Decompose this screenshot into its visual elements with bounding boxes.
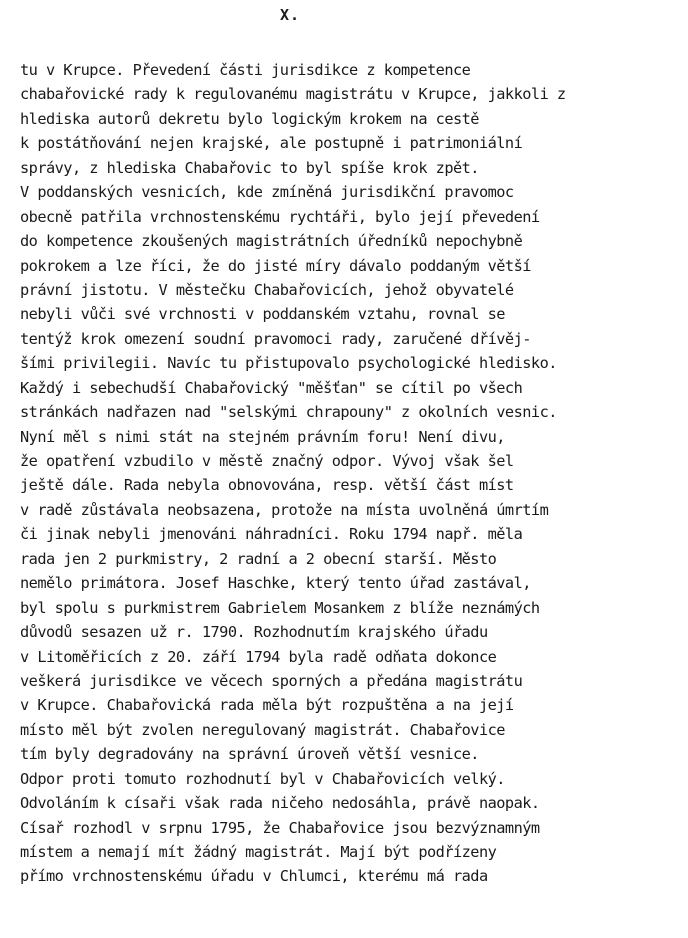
text-line: v radě zůstávala neobsazena, protože na místa uvolněná úmrtím: [20, 500, 549, 519]
text-line: místem a nemají mít žádný magistrát. Mají být podřízeny: [20, 843, 497, 861]
text-line: pokrokem a lze říci, že do jisté míry dávalo poddaným větší: [20, 256, 531, 275]
page-number: X.: [279, 6, 301, 24]
text-line: nebyli vůči své vrchnosti v poddanském vztahu, rovnal se: [20, 305, 505, 324]
text-line: Každý i sebechudší Chabařovický "měšťan" se cítil po všech: [20, 378, 523, 397]
text-line: tím byly degradovány na správní úroveň větší vesnice.: [20, 745, 479, 764]
text-line: Císař rozhodl v srpnu 1795, že Chabařovice jsou bezvýznamným: [20, 818, 540, 837]
text-line: V poddanských vesnicích, kde zmíněná jurisdikční pravomoc: [20, 183, 514, 202]
text-line: místo měl být zvolen neregulovaný magistrát. Chabařovice: [20, 720, 505, 739]
text-line: tentýž krok omezení soudní pravomoci rady, zaručené dřívěj-: [20, 329, 531, 348]
text-line: rada jen 2 purkmistry, 2 radní a 2 obecní starší. Město: [20, 549, 497, 568]
text-line: Odvoláním k císaři však rada ničeho nedosáhla, právě naopak.: [20, 794, 540, 813]
text-line: obecně patřila vrchnostenskému rychtáři, bylo její převedení: [20, 207, 540, 226]
text-line: důvodů sesazen už r. 1790. Rozhodnutím krajského úřadu: [20, 623, 488, 642]
text-line: právní jistotu. V městečku Chabařovicích, jehož obyvatelé: [20, 280, 514, 299]
text-line: či jinak nebyli jmenováni náhradníci. Roku 1794 např. měla: [20, 525, 523, 544]
text-line: přímo vrchnostenskému úřadu v Chlumci, kterému má rada: [20, 867, 488, 886]
text-line: chabařovické rady k regulovanému magistrátu v Krupce, jakkoli z: [20, 85, 566, 104]
body-text: [20, 58, 686, 889]
text-line: že opatření vzbudilo v městě značný odpor. Vývoj však šel: [20, 452, 514, 470]
text-line: v Krupce. Chabařovická rada měla být rozpuštěna a na její: [20, 696, 514, 715]
text-line: tu v Krupce. Převedení části jurisdikce z kompetence: [20, 61, 471, 79]
text-line: stránkách nadřazen nad "selskými chrapouny" z okolních vesnic.: [20, 403, 557, 422]
text-line: Odpor proti tomuto rozhodnutí byl v Chabařovicích velký.: [20, 769, 505, 788]
text-line: šími privilegii. Navíc tu přistupovalo psychologické hledisko.: [20, 354, 557, 373]
text-line: byl spolu s purkmistrem Gabrielem Mosankem z blíže neznámých: [20, 598, 540, 617]
text-line: hlediska autorů dekretu bylo logickým krokem na cestě: [20, 109, 479, 128]
text-line: nemělo primátora. Josef Haschke, který tento úřad zastával,: [20, 574, 531, 593]
text-line: veškerá jurisdikce ve věcech sporných a předána magistrátu: [20, 671, 523, 690]
text-line: do kompetence zkoušených magistrátních úředníků nepochybně: [20, 232, 523, 251]
text-line: Nyní měl s nimi stát na stejném právním foru! Není divu,: [20, 427, 505, 446]
text-line: k postátňování nejen krajské, ale postupně i patrimoniální: [20, 134, 523, 153]
text-line: v Litoměřicích z 20. září 1794 byla radě odňata dokonce: [20, 647, 497, 666]
text-line: správy, z hlediska Chabařovic to byl spíše krok zpět.: [20, 158, 479, 177]
text-line: ještě dále. Rada nebyla obnovována, resp. větší část míst: [20, 476, 514, 495]
